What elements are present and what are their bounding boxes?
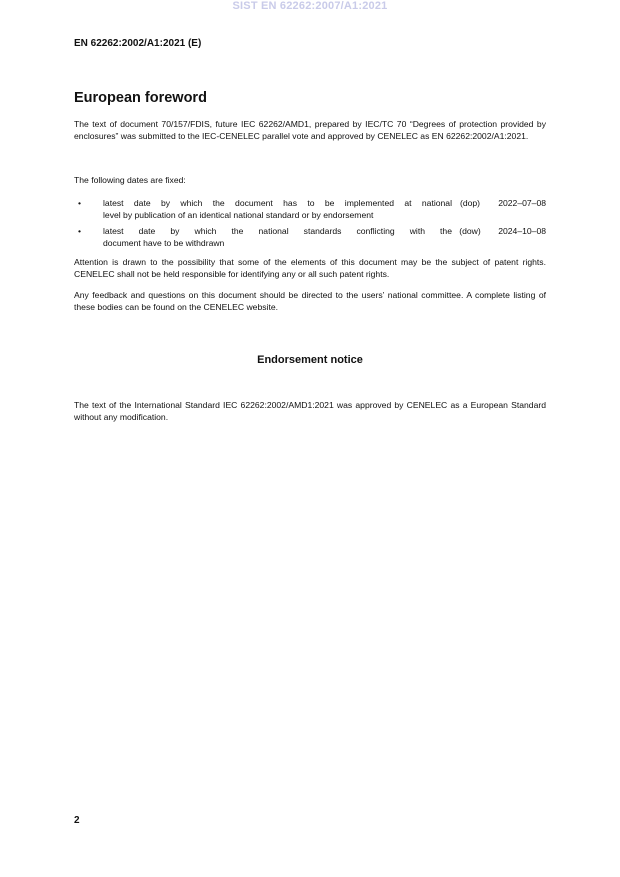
foreword-paragraph-2: The following dates are fixed: xyxy=(74,175,186,185)
date-description-line2: document have to be withdrawn xyxy=(103,237,225,248)
foreword-paragraph-4: Any feedback and questions on this document should be directed to the users’ national committee. A complete listing of these bodies can be found on the CENELEC website. xyxy=(74,290,546,312)
page-number: 2 xyxy=(74,815,80,826)
foreword-paragraph-1: The text of document 70/157/FDIS, future IEC 62262/AMD1, prepared by IEC/TC 70 “Degrees of protection provided by enclosures” was submitted to the IEC-CENELEC parallel vote and approved by CENELEC as EN 62262:2002/A1:2021. xyxy=(74,119,546,141)
watermark: SIST EN 62262:2007/A1:2021 xyxy=(232,0,388,12)
document-header: EN 62262:2002/A1:2021 (E) xyxy=(74,38,202,49)
date-value: 2022–07–08 xyxy=(498,198,546,208)
date-description-line1: latest date by which the national standards conflicting with the xyxy=(103,226,452,236)
date-description-line1: latest date by which the document has to be implemented at national xyxy=(103,198,452,208)
date-description-line2: level by publication of an identical national standard or by endorsement xyxy=(103,209,374,220)
bullet: • xyxy=(78,226,82,236)
date-item-dop xyxy=(74,198,546,221)
date-value: 2024–10–08 xyxy=(498,226,546,236)
endorsement-title: Endorsement notice xyxy=(257,354,363,366)
date-item-dow xyxy=(74,226,546,249)
date-code: (dop) xyxy=(459,198,481,208)
endorsement-text: The text of the International Standard IEC 62262:2002/AMD1:2021 was approved by CENELEC as a European Standard without any modification. xyxy=(74,400,546,422)
foreword-paragraph-3: Attention is drawn to the possibility that some of the elements of this document may be the subject of patent rights. CENELEC shall not be held responsible for identifying any or all such patent rights. xyxy=(74,257,546,279)
date-code: (dow) xyxy=(459,226,481,236)
bullet: • xyxy=(78,198,82,208)
foreword-title: European foreword xyxy=(74,90,207,106)
